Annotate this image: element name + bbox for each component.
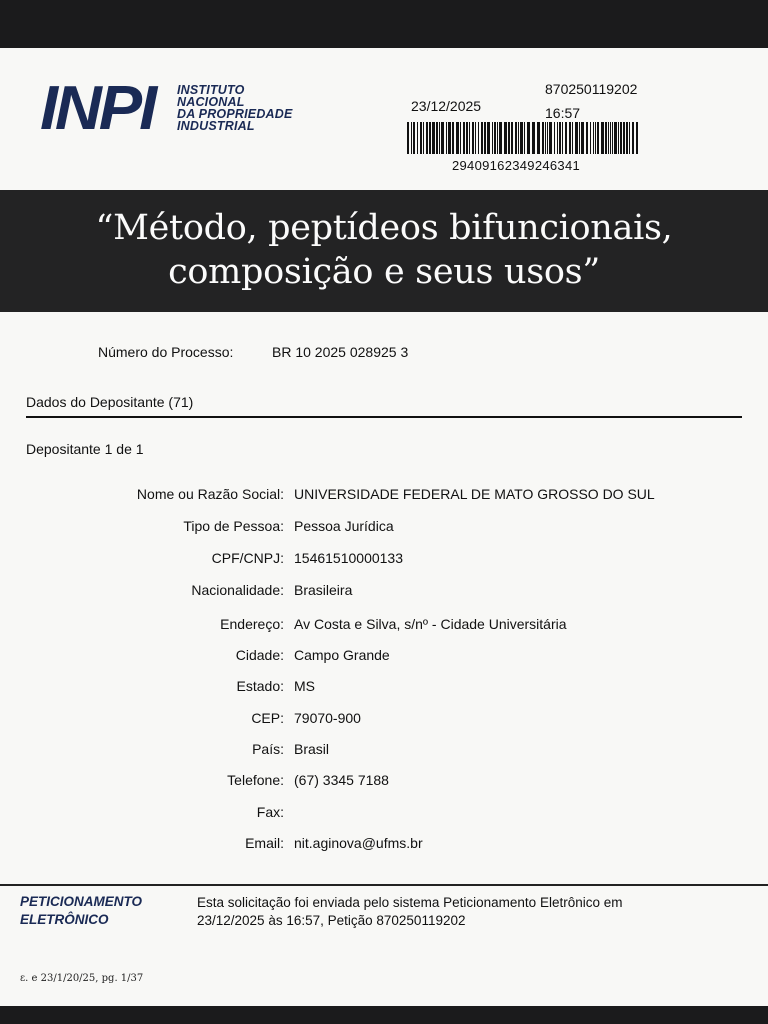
barcode-bar bbox=[452, 122, 454, 154]
footer-message bbox=[197, 894, 737, 930]
field-label-city: Cidade: bbox=[235, 647, 284, 663]
barcode-bar bbox=[554, 122, 555, 154]
field-label-person-type: Tipo de Pessoa: bbox=[183, 518, 284, 534]
barcode-bar bbox=[532, 122, 535, 154]
barcode-bar bbox=[417, 122, 418, 154]
field-value-address: Av Costa e Silva, s/nº - Cidade Universitária bbox=[294, 616, 567, 632]
footer-message-line-1: Esta solicitação foi enviada pelo sistema Peticionamento Eletrônico em bbox=[197, 895, 623, 910]
field-value-phone: (67) 3345 7188 bbox=[294, 772, 389, 788]
barcode-bar bbox=[504, 122, 507, 154]
barcode-number: 29409162349246341 bbox=[452, 158, 581, 173]
barcode-bar bbox=[527, 122, 530, 154]
barcode-bar bbox=[466, 122, 468, 154]
title-band bbox=[0, 190, 768, 312]
barcode-bar bbox=[547, 122, 548, 154]
barcode-bar bbox=[520, 122, 523, 154]
barcode-bar bbox=[608, 122, 609, 154]
barcode-bar bbox=[439, 122, 440, 154]
barcode-bar bbox=[559, 122, 561, 154]
barcode-bar bbox=[629, 122, 630, 154]
field-label-address: Endereço: bbox=[220, 616, 284, 632]
barcode-bar bbox=[542, 122, 544, 154]
barcode-bar bbox=[569, 122, 571, 154]
barcode-bar bbox=[575, 122, 578, 154]
barcode-bar bbox=[497, 122, 498, 154]
header-date: 23/12/2025 bbox=[411, 98, 482, 114]
process-number-value: BR 10 2025 028925 3 bbox=[272, 344, 409, 360]
barcode-bar bbox=[572, 122, 573, 154]
header-petition-number: 870250119202 bbox=[545, 81, 638, 97]
barcode-bar bbox=[515, 122, 517, 154]
barcode-bar bbox=[593, 122, 594, 154]
field-label-cep: CEP: bbox=[251, 710, 284, 726]
barcode-bar bbox=[614, 122, 617, 154]
barcode-image bbox=[407, 122, 639, 154]
barcode-bar bbox=[612, 122, 613, 154]
barcode-bar bbox=[623, 122, 625, 154]
field-value-state: MS bbox=[294, 678, 315, 694]
process-number-label: Número do Processo: bbox=[98, 344, 234, 360]
barcode-bar bbox=[420, 122, 422, 154]
barcode-bar bbox=[636, 122, 638, 154]
field-label-country: País: bbox=[252, 741, 284, 757]
depositor-heading: Depositante 1 de 1 bbox=[26, 441, 144, 457]
barcode-bar bbox=[590, 122, 591, 154]
field-value-country: Brasil bbox=[294, 741, 330, 757]
barcode-bar bbox=[432, 122, 435, 154]
field-label-email: Email: bbox=[245, 835, 284, 851]
barcode-bar bbox=[632, 122, 634, 154]
barcode-bar bbox=[456, 122, 459, 154]
inpi-logo-text bbox=[177, 84, 293, 132]
document-title bbox=[0, 206, 768, 294]
barcode-bar bbox=[557, 122, 558, 154]
footer-message-line-2: 23/12/2025 às 16:57, Petição 870250119202 bbox=[197, 913, 466, 928]
barcode-bar bbox=[463, 122, 465, 154]
logo-line-2: NACIONAL bbox=[177, 95, 245, 109]
title-line-1: “Método, peptídeos bifuncionais, bbox=[95, 208, 673, 248]
field-value-nationality: Brasileira bbox=[294, 582, 353, 598]
document-page bbox=[0, 48, 768, 1006]
barcode-bar bbox=[508, 122, 510, 154]
section-title: Dados do Depositante (71) bbox=[26, 394, 194, 410]
barcode-bar bbox=[545, 122, 546, 154]
field-value-cnpj: 15461510000133 bbox=[294, 550, 404, 566]
barcode-bar bbox=[518, 122, 519, 154]
header-time: 16:57 bbox=[545, 105, 581, 121]
footer-divider bbox=[0, 884, 768, 886]
field-value-name: UNIVERSIDADE FEDERAL DE MATO GROSSO DO SUL bbox=[294, 486, 655, 502]
barcode-bar bbox=[436, 122, 438, 154]
barcode-bar bbox=[586, 122, 588, 154]
field-label-fax: Fax: bbox=[256, 804, 284, 820]
barcode-bar bbox=[620, 122, 622, 154]
barcode-bar bbox=[605, 122, 607, 154]
barcode-bar bbox=[407, 122, 409, 154]
field-value-cep: 79070-900 bbox=[294, 710, 361, 726]
barcode-bar bbox=[581, 122, 584, 154]
barcode-bar bbox=[481, 122, 483, 154]
barcode-bar bbox=[549, 122, 552, 154]
field-label-nationality: Nacionalidade: bbox=[191, 582, 284, 598]
logo-line-4: INDUSTRIAL bbox=[177, 119, 255, 133]
barcode-bar bbox=[441, 122, 444, 154]
barcode-bar bbox=[429, 122, 431, 154]
barcode-bar bbox=[426, 122, 428, 154]
barcode-bar bbox=[524, 122, 525, 154]
barcode-bar bbox=[499, 122, 502, 154]
barcode-bar bbox=[562, 122, 563, 154]
barcode-bar bbox=[448, 122, 451, 154]
section-divider bbox=[26, 416, 742, 418]
field-label-phone: Telefone: bbox=[227, 772, 284, 788]
logo-line-1: INSTITUTO bbox=[177, 83, 245, 97]
barcode-bar bbox=[618, 122, 619, 154]
barcode-bar bbox=[565, 122, 567, 154]
field-value-email: nit.aginova@ufms.br bbox=[294, 835, 423, 851]
barcode-bar bbox=[423, 122, 424, 154]
footer-brand-line-2: ELETRÔNICO bbox=[20, 912, 109, 927]
barcode-bar bbox=[487, 122, 490, 154]
scan-top-border bbox=[0, 0, 768, 48]
inpi-logo-mark: INPI bbox=[40, 74, 155, 143]
field-label-cnpj: CPF/CNPJ: bbox=[211, 550, 284, 566]
barcode-bar bbox=[597, 122, 599, 154]
footer-brand-line-1: PETICIONAMENTO bbox=[20, 894, 143, 909]
barcode-bar bbox=[469, 122, 470, 154]
barcode-bar bbox=[511, 122, 513, 154]
barcode-bar bbox=[537, 122, 540, 154]
barcode-bar bbox=[460, 122, 461, 154]
field-label-state: Estado: bbox=[236, 678, 284, 694]
title-line-2: composição e seus usos” bbox=[168, 252, 600, 292]
barcode-bar bbox=[411, 122, 412, 154]
barcode-bar bbox=[472, 122, 474, 154]
field-value-person-type: Pessoa Jurídica bbox=[294, 518, 394, 534]
barcode-bar bbox=[610, 122, 611, 154]
barcode-bar bbox=[626, 122, 628, 154]
barcode-bar bbox=[484, 122, 486, 154]
barcode-bar bbox=[494, 122, 496, 154]
barcode-bar bbox=[446, 122, 447, 154]
barcode-bar bbox=[492, 122, 493, 154]
scan-bottom-border bbox=[0, 1006, 768, 1024]
logo-line-3: DA PROPRIEDADE bbox=[177, 107, 293, 121]
page-reference: ε. e 23/1/20/25, pg. 1/37 bbox=[20, 973, 144, 984]
field-label-name: Nome ou Razão Social: bbox=[136, 486, 284, 502]
barcode-bar bbox=[413, 122, 415, 154]
footer-brand bbox=[20, 893, 142, 929]
field-value-city: Campo Grande bbox=[294, 647, 390, 663]
barcode-bar bbox=[601, 122, 604, 154]
barcode-bar bbox=[579, 122, 580, 154]
barcode-bar bbox=[595, 122, 596, 154]
barcode-bar bbox=[475, 122, 476, 154]
barcode-bar bbox=[478, 122, 479, 154]
